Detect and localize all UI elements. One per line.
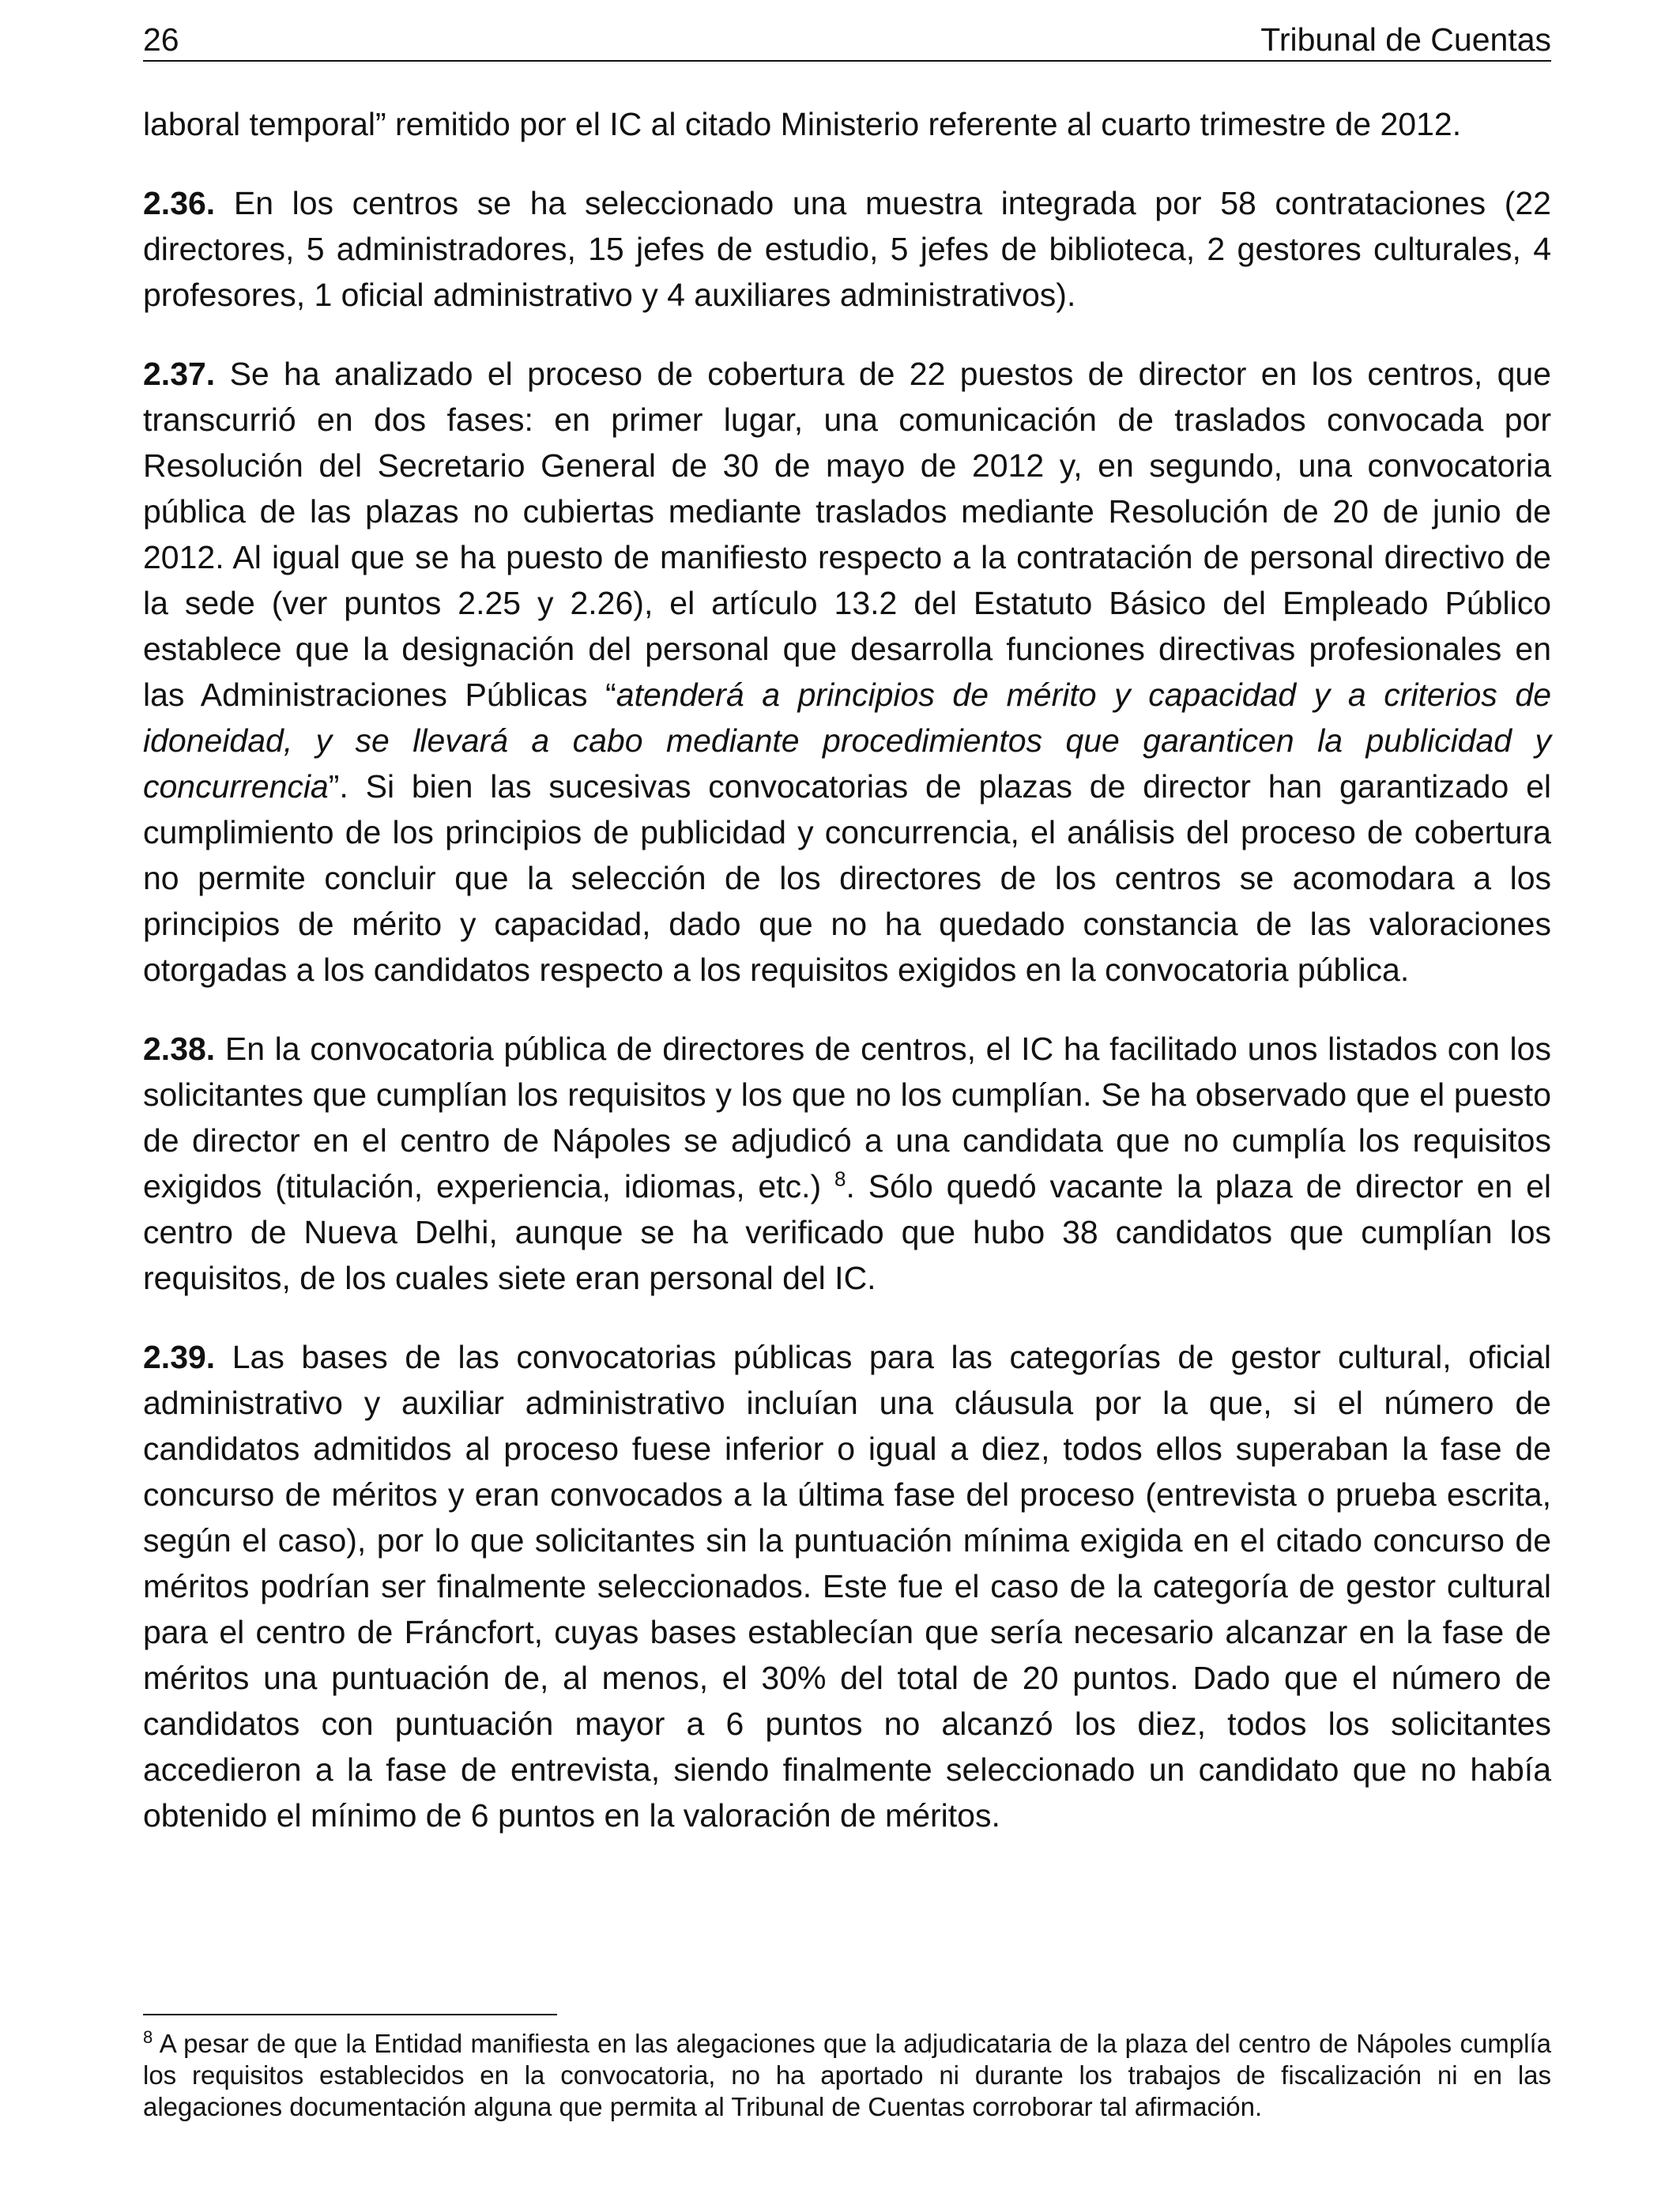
paragraph-text: Se ha analizado el proceso de cobertura de 22 puestos de director en los centros, que transcurrió en dos fases: en primer lugar, una comunicación de traslados convocada por Resolución del Secretario General de 30 de mayo de 2012 y, en segundo, una convocatoria pública de las plazas no cubiertas mediante traslados mediante Resolución de 20 de junio de 2012. Al igual que se ha puesto de manifiesto respecto a la contratación de personal directivo de la sede (ver puntos 2.25 y 2.26), el artículo 13.2 del Estatuto Básico del Empleado Público establece que la designación del personal que desarrolla funciones directivas profesionales en las Administraciones Públicas “	[143, 356, 1551, 713]
footnote-marker: 8	[143, 2027, 153, 2047]
paragraph-text-continued: . Sólo quedó vacante la plaza de director en el centro de Nueva Delhi, aunque se ha verificado que hubo 38 candidatos que cumplían los requisitos, de los cuales siete eran personal del IC.	[143, 1168, 1551, 1296]
page-header	[143, 19, 1551, 62]
legal-quote: atenderá a principios de mérito y capacidad y a criterios de idoneidad, y se llevará a cabo mediante procedimientos que garanticen la publicidad y concurrencia	[143, 677, 1551, 805]
intro-paragraph	[143, 101, 1551, 147]
paragraph-2-37	[143, 351, 1551, 993]
paragraph-text-continued: ”. Si bien las sucesivas convocatorias de plazas de director han garantizado el cumplimiento de los principios de publicidad y concurrencia, el análisis del proceso de cobertura no permite concluir que la selección de los directores de los centros se acomodara a los principios de mérito y capacidad, dado que no ha quedado constancia de las valoraciones otorgadas a los candidatos respecto a los requisitos exigidos en la convocatoria pública.	[143, 768, 1551, 988]
paragraph-text: En la convocatoria pública de directores de centros, el IC ha facilitado unos listados con los solicitantes que cumplían los requisitos y los que no los cumplían. Se ha observado que el puesto de director en el centro de Nápoles se adjudicó a una candidata que no cumplía los requisitos exigidos (titulación, experiencia, idiomas, etc.)	[143, 1031, 1551, 1204]
paragraph-number: 2.37.	[143, 356, 216, 392]
footnote-reference[interactable]: 8	[834, 1167, 846, 1191]
paragraph-2-36	[143, 180, 1551, 318]
paragraph-text: Las bases de las convocatorias públicas para las categorías de gestor cultural, oficial administrativo y auxiliar administrativo incluían una cláusula por la que, si el número de candidatos admitidos al proceso fuese inferior o igual a diez, todos ellos superaban la fase de concurso de méritos y eran convocados a la última fase del proceso (entrevista o prueba escrita, según el caso), por lo que solicitantes sin la puntuación mínima exigida en el citado concurso de méritos podrían ser finalmente seleccionados. Este fue el caso de la categoría de gestor cultural para el centro de Fráncfort, cuyas bases establecían que sería necesario alcanzar en la fase de méritos una puntuación de, al menos, el 30% del total de 20 puntos. Dado que el número de candidatos con puntuación mayor a 6 puntos no alcanzó los diez, todos los solicitantes accedieron a la fase de entrevista, siendo finalmente seleccionado un candidato que no había obtenido el mínimo de 6 puntos en la valoración de méritos.	[143, 1339, 1551, 1834]
intro-text: laboral temporal” remitido por el IC al citado Ministerio referente al cuarto trimestre de 2012.	[143, 106, 1462, 142]
page-number: 26	[143, 21, 179, 58]
document-body	[143, 101, 1551, 1872]
footnote-divider	[143, 2014, 557, 2015]
paragraph-text: En los centros se ha seleccionado una muestra integrada por 58 contrataciones (22 directores, 5 administradores, 15 jefes de estudio, 5 jefes de biblioteca, 2 gestores culturales, 4 profesores, 1 oficial administrativo y 4 auxiliares administrativos).	[143, 185, 1551, 313]
footnote	[143, 2028, 1551, 2123]
paragraph-number: 2.36.	[143, 185, 216, 221]
paragraph-2-39	[143, 1334, 1551, 1838]
header-organization: Tribunal de Cuentas	[1260, 21, 1551, 58]
paragraph-number: 2.38.	[143, 1031, 216, 1067]
paragraph-2-38	[143, 1026, 1551, 1301]
paragraph-number: 2.39.	[143, 1339, 216, 1375]
footnote-text: A pesar de que la Entidad manifiesta en las alegaciones que la adjudicataria de la plaza del centro de Nápoles cumplía los requisitos establecidos en la convocatoria, no ha aportado ni durante los trabajos de fiscalización ni en las alegaciones documentación alguna que permita al Tribunal de Cuentas corroborar tal afirmación.	[143, 2029, 1552, 2121]
